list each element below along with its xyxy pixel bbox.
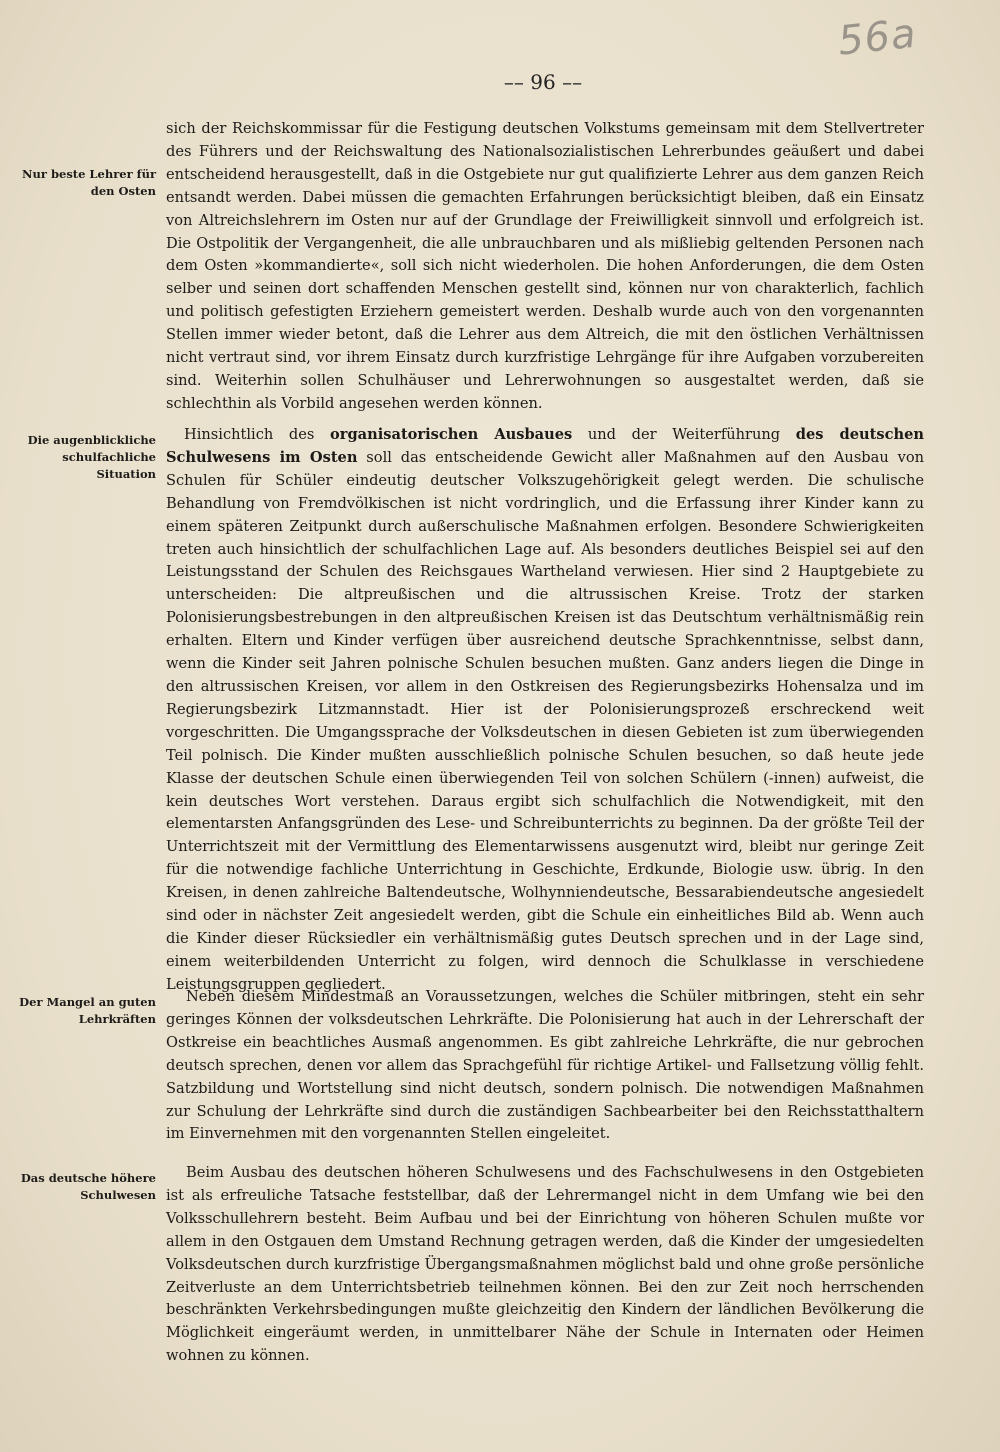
handwritten-annotation: 56a (835, 10, 919, 65)
page-number: –– 96 –– (503, 70, 583, 94)
paragraph-body: soll das entscheidende Gewicht aller Maßnahmen auf den Ausbau von Schulen für Schüler eindeutig deutscher Volkszugehörigkeit gelegt werden. Die schulische Behandlung von Fremdvölkischen ist nicht vordringlich, und die Erfassung ihrer Kinder kann zu einem späteren Zeitpunkt durch außerschulische Maßnahmen erfolgen. Besondere Schwierigkeiten treten auch hinsichtlich der schulfachlichen Lage auf. Als besonders deutliches Beispiel sei auf den Leistungsstand der Schulen des Reichsgaues Wartheland verwiesen. Hier sind 2 Hauptgebiete zu unterscheiden: Die altpreußischen und die altrussischen Kreise. Trotz der starken Polonisierungsbestrebungen in den altpreußischen Kreisen ist das Deutschtum verhältnismäßig rein erhalten. Eltern und Kinder verfügen über ausreichend deutsche Sprachkenntnisse, selbst dann, wenn die Kinder seit Jahren polnische Schulen besuchen mußten. Ganz anders liegen die Dinge in den altrussischen Kreisen, vor allem in den Ostkreisen des Regierungsbezirks Hohensalza und im Regierungsbezirk Litzmannstadt. Hier ist der Polonisierungsprozeß erschreckend weit vorgeschritten. Die Umgangssprache der Volksdeutschen in diesen Gebieten ist zum überwiegenden Teil polnisch. Die Kinder mußten ausschließlich polnische Schulen besuchen, so daß heute jede Klasse der deutschen Schule einen überwiegenden Teil von solchen Schülern (-innen) aufweist, die kein deutsches Wort verstehen. Daraus ergibt sich schulfachlich die Notwendigkeit, mit den elementarsten Anfangsgründen des Lese- und Schreibunterrichts zu beginnen. Da der größte Teil der Unterrichtszeit mit der Vermittlung des Elementarwissens ausgenutzt wird, bleibt nur geringe Zeit für die notwendige fachliche Unterrichtung in Geschichte, Erdkunde, Biologie usw. übrig. In den Kreisen, in denen zahlreiche Baltendeutsche, Wolhynniendeutsche, Bessarabiendeutsche angesiedelt sind oder in nächster Zeit angesiedelt werden, gibt die Schule ein einheitliches Bild ab. Wenn auch die Kinder dieser Rücksiedler ein verhältnismäßig gutes Deutsch sprechen und in der Lage sind, einem weiterbildenden Unterricht zu folgen, wird dennoch die Schulklasse in verschiedene Leistungsgruppen gegliedert. (166, 448, 925, 993)
emphasis-deutschen-schulwesens: des deutschen Schulwesens im Osten (166, 426, 924, 466)
lead-text-2: und der Weiterführung (572, 426, 796, 443)
margin-note-schulfachliche-situation: Die augenblickliche schulfachliche Situation (27, 433, 156, 481)
emphasis-organisatorischen-ausbaues: organisatorischen Ausbaues (330, 426, 573, 443)
margin-note-hoehere-schulwesen: Das deutsche höhere Schulwesen (20, 1171, 156, 1202)
paragraph-continuation: sich der Reichskommissar für die Festigung deutschen Volkstums gemeinsam mit dem Stellvertreter des Führers und der Reichswaltung des Nationalsozialistischen Lehrerbundes geäußert und dabei entscheidend herausgestellt, daß in die Ostgebiete nur gut qualifizierte Lehrer aus dem ganzen Reich entsandt werden. Dabei müssen die gemachten Erfahrungen berücksichtigt bleiben, daß ein Einsatz von Altreichslehrern im Osten nur auf der Grundlage der Freiwilligkeit sinnvoll und erfolgreich ist. Die Ostpolitik der Vergangenheit, die alle unbrauchbaren und als mißliebig geltenden Personen nach dem Osten »kommandierte«, soll sich nicht wiederholen. Die hohen Anforderungen, die dem Osten selber und seinen dort schaffenden Menschen gestellt sind, können nur von charakterlich, fachlich und politisch gefestigten Erziehern gemeistert werden. Deshalb wurde auch von den vorgenannten Stellen immer wieder betont, daß die Lehrer aus dem Altreich, die mit den östlichen Verhältnissen nicht vertraut sind, vor ihrem Einsatz durch kurzfristige Lehrgänge für ihre Aufgaben vorzubereiten sind. Weiterhin sollen Schulhäuser und Lehrerwohnungen so ausgestaltet werden, daß sie schlechthin als Vorbild angesehen werden können. (166, 120, 924, 412)
margin-note-mangel-lehrkraefte: Der Mangel an guten Lehrkräften (19, 995, 156, 1026)
paragraph-hoehere-schulwesen: Beim Ausbau des deutschen höheren Schulwesens und des Fachschulwesens in den Ostgebieten ist als erfreuliche Tatsache feststellbar, daß der Lehrermangel nicht in dem Umfang wie bei den Volksschullehrern besteht. Beim Aufbau und bei der Einrichtung von höheren Schulen mußte vor allem in den Ostgauen dem Umstand Rechnung getragen werden, daß die Kinder der umgesiedelten Volksdeutschen durch kurzfristige Übergangsmaßnahmen möglichst bald und ohne große persönliche Zeitverluste an dem Unterrichtsbetrieb teilnehmen können. Bei den zur Zeit noch herrschenden beschränkten Verkehrsbedingungen mußte gleichzeitig den Kindern der ländlichen Bevölkerung die Möglichkeit eingeräumt werden, in unmittelbarer Nähe der Schule in Internaten oder Heimen wohnen zu können. (166, 1164, 924, 1365)
margin-note-beste-lehrer: Nur beste Lehrer für den Osten (22, 167, 156, 198)
paragraph-mangel-lehrkraefte: Neben diesem Mindestmaß an Voraussetzungen, welches die Schüler mitbringen, steht ein sehr geringes Können der volksdeutschen Lehrkräfte. Die Polonisierung hat auch in der Lehrerschaft der Ostkreise ein beachtliches Ausmaß angenommen. Es gibt zahlreiche Lehrkräfte, die nur gebrochen deutsch sprechen, denen vor allem das Sprachgefühl für richtige Artikel- und Fallsetzung völlig fehlt. Satzbildung und Wortstellung sind nicht deutsch, sondern polnisch. Die notwendigen Maßnahmen zur Schulung der Lehrkräfte sind durch die zuständigen Sachbearbeiter bei den Reichsstatthaltern im Einvernehmen mit den vorgenannten Stellen eingeleitet. (166, 988, 924, 1143)
lead-text-1: Hinsichtlich des (184, 426, 331, 443)
paragraph-schulfachliche-situation (166, 424, 924, 997)
